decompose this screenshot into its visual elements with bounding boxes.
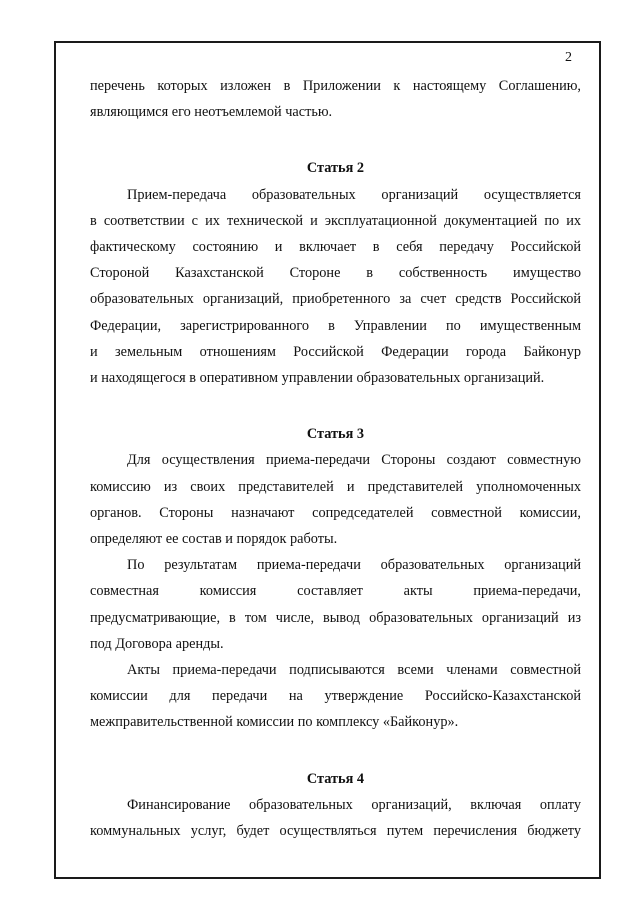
- text-line: Федерации, зарегистрированного в Управлении по имущественным: [90, 317, 581, 334]
- text-line: образовательных организаций, приобретенного за счет средств Российской: [90, 291, 581, 308]
- text-line: и находящегося в оперативном управлении образовательных организаций.: [90, 370, 545, 387]
- article-2-heading: Статья 2: [306, 160, 365, 177]
- text-line: в соответствии с их технической и эксплуатационной документацией по их: [90, 212, 581, 229]
- text-line: совместная комиссия составляет акты приема-передачи,: [90, 583, 581, 600]
- article-2-paragraph: [90, 182, 581, 392]
- text-line: являющимся его неотъемлемой частью.: [90, 104, 333, 121]
- text-line: под Договора аренды.: [90, 635, 224, 652]
- text-line: Для осуществления приема-передачи Стороны создают совместную: [127, 452, 581, 469]
- text-line: перечень которых изложен в Приложении к настоящему Соглашению,: [90, 78, 581, 94]
- article-3-paragraph-3: [90, 657, 581, 736]
- text-line: Акты приема-передачи подписываются всеми членами совместной: [127, 662, 581, 679]
- text-line: и земельным отношениям Российской Федерации города Байконур: [90, 343, 581, 360]
- article-4-paragraph: [90, 792, 581, 844]
- text-line: Финансирование образовательных организаций, включая оплату: [127, 796, 581, 813]
- text-line: По результатам приема-передачи образовательных организаций: [127, 557, 581, 574]
- text-line: предусматривающие, в том числе, вывод образовательных организаций из: [90, 609, 581, 626]
- text-line: комиссии для передачи на утверждение Российско-Казахстанской: [90, 688, 581, 705]
- document-body: [90, 73, 581, 844]
- article-4-heading: Статья 4: [306, 770, 365, 787]
- text-line: межправительственной комиссии по комплексу «Байконур».: [90, 714, 459, 731]
- text-line: фактическому состоянию и включает в себя передачу Российской: [90, 239, 581, 256]
- page-number: 2: [565, 50, 572, 65]
- intro-paragraph: [90, 73, 581, 125]
- text-line: комиссию из своих представителей и представителей уполномоченных: [90, 478, 581, 495]
- text-line: коммунальных услуг, будет осуществляться путем перечисления бюджету: [90, 823, 581, 840]
- text-line: Стороной Казахстанской Стороне в собственность имущество: [90, 265, 581, 282]
- text-line: определяют ее состав и порядок работы.: [90, 531, 338, 548]
- article-3-heading: Статья 3: [306, 426, 365, 443]
- text-line: Прием-передача образовательных организаций осуществляется: [127, 186, 581, 203]
- text-line: органов. Стороны назначают сопредседателей совместной комиссии,: [90, 504, 581, 521]
- article-3-paragraph-2: [90, 552, 581, 657]
- article-3-paragraph-1: [90, 447, 581, 552]
